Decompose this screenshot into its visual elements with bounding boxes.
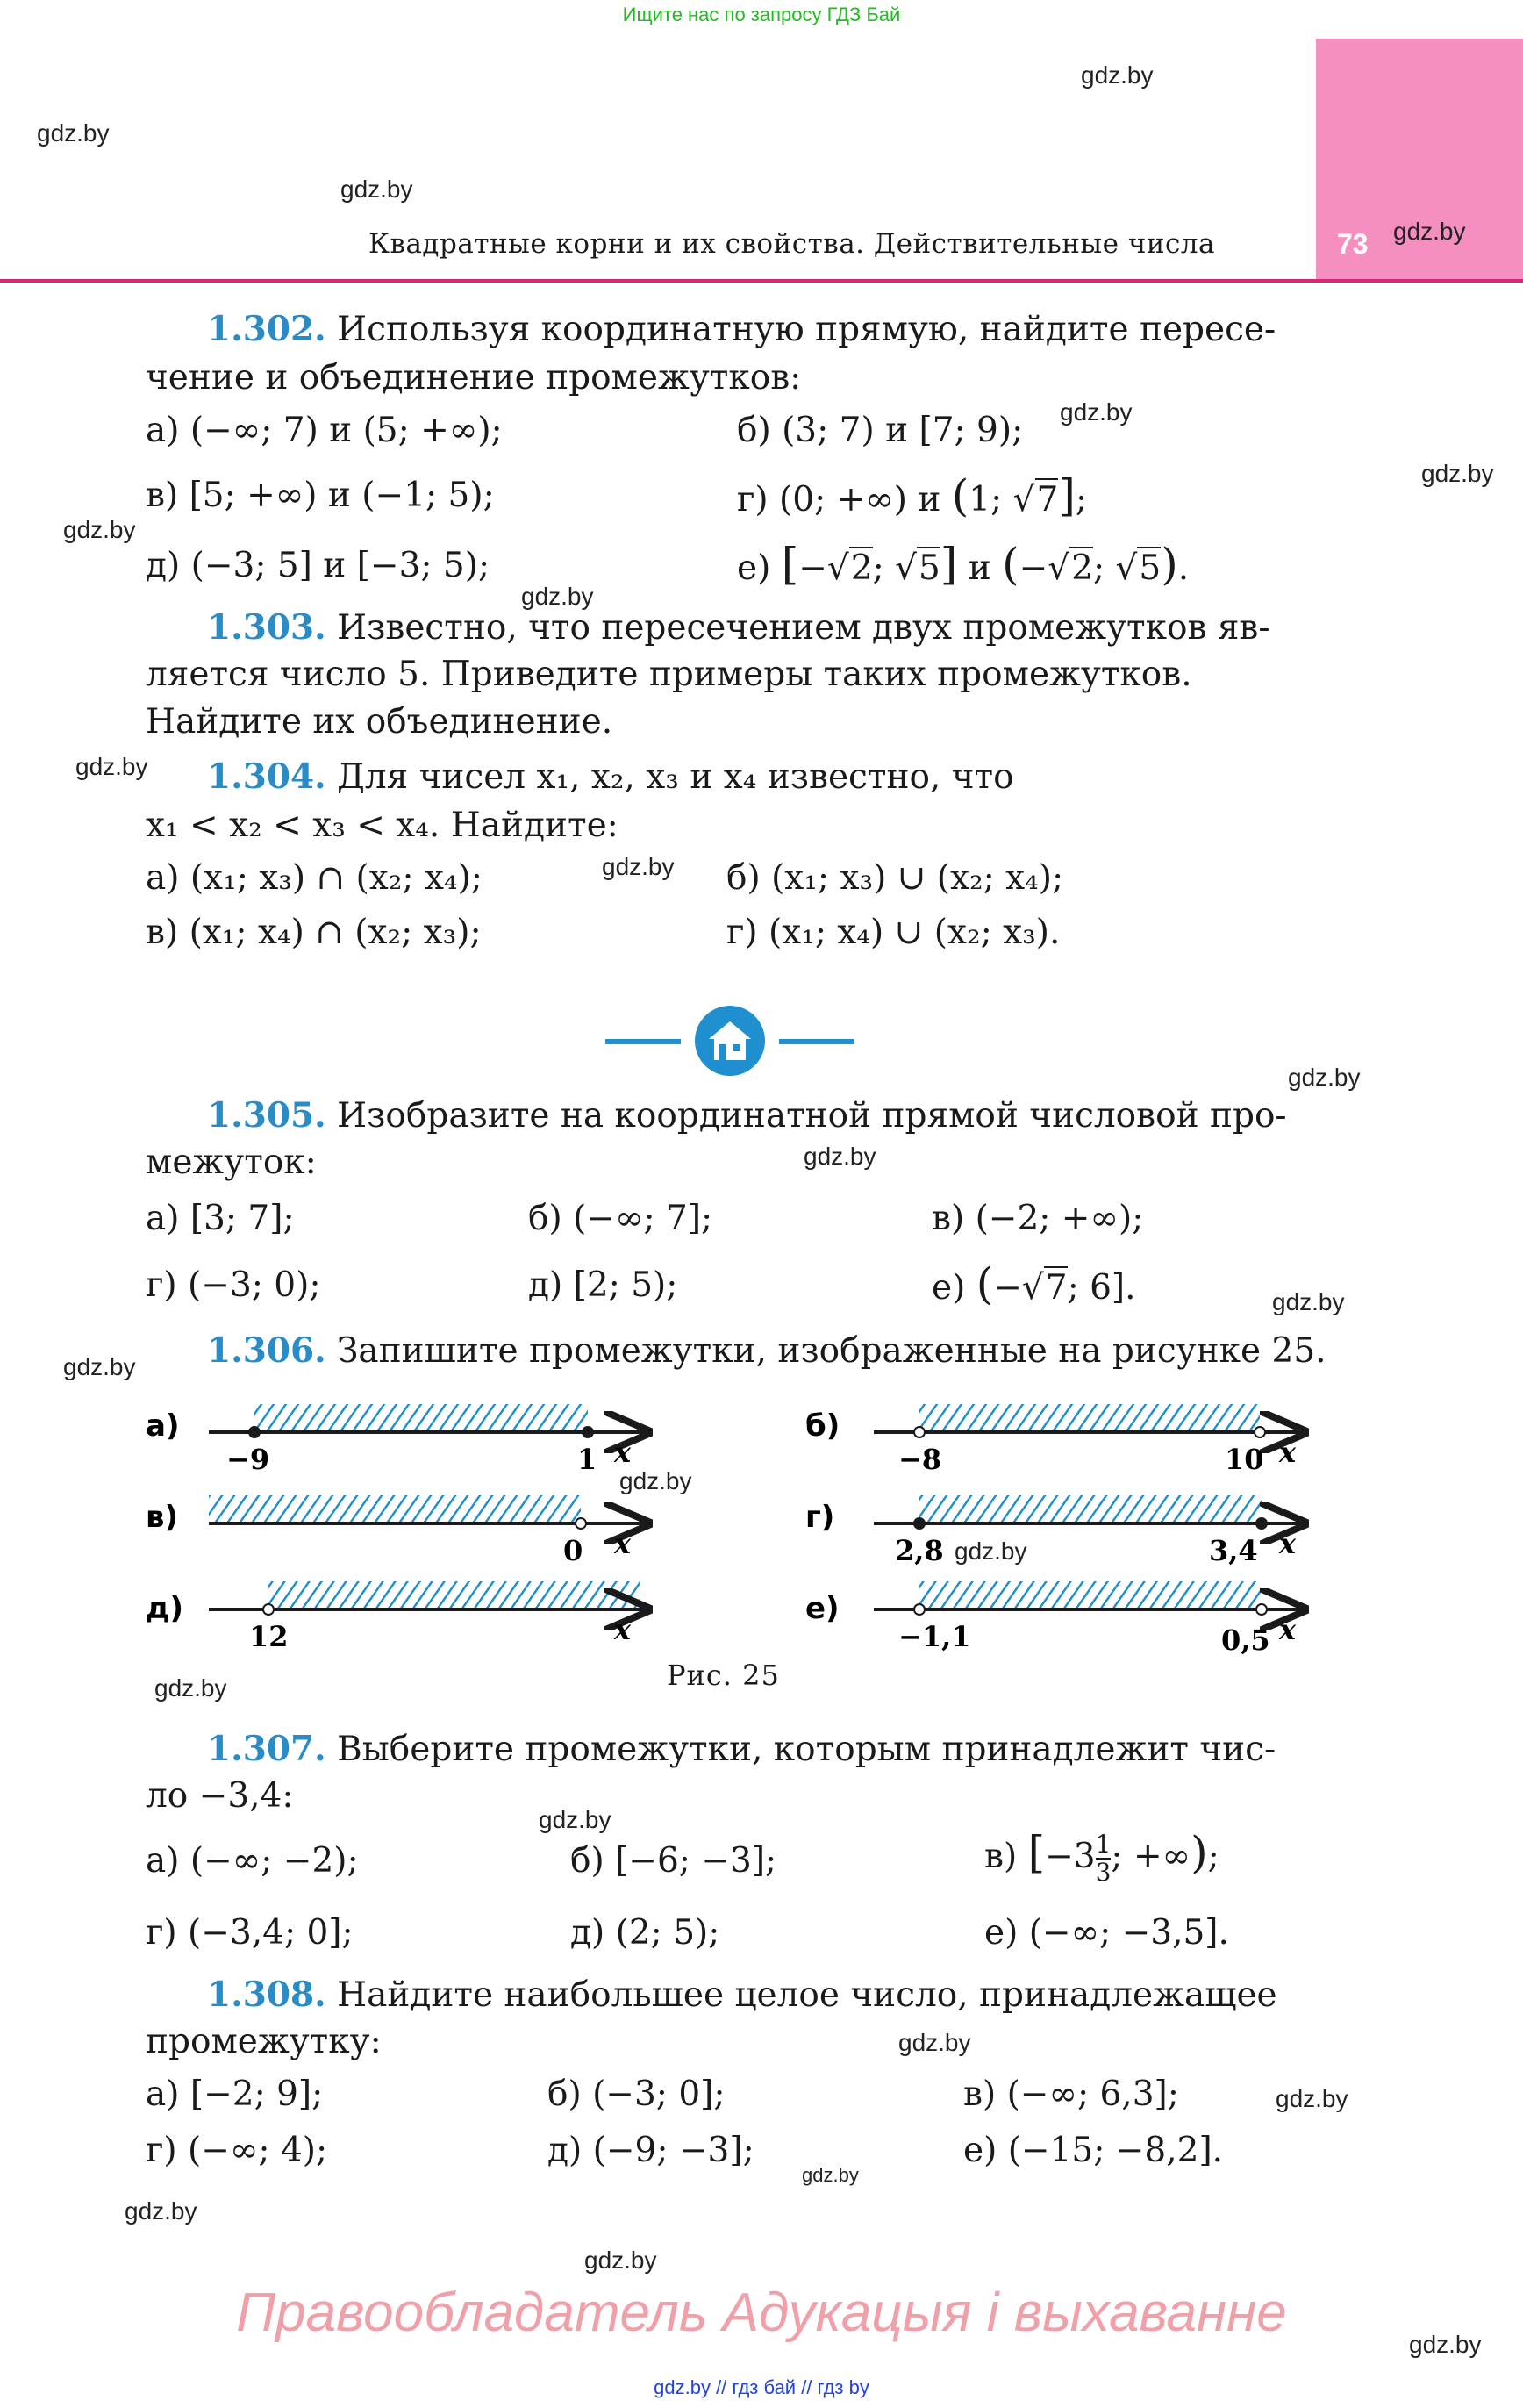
fig-a-left: −9 — [226, 1443, 270, 1476]
watermark: gdz.by — [955, 1537, 1027, 1565]
problem-number: 1.304. — [207, 756, 326, 797]
problem-304-a: а) (x₁; x₃) ∩ (x₂; x₄); — [146, 858, 483, 898]
problem-304-b: б) (x₁; x₃) ∪ (x₂; x₄); — [726, 858, 1064, 898]
problem-303-line3: Найдите их объединение. — [146, 702, 613, 742]
problem-302-v: в) [5; +∞) и (−1; 5); — [146, 476, 495, 515]
problem-304-line2: x₁ < x₂ < x₃ < x₄. Найдите: — [146, 806, 618, 845]
fig-g — [805, 1495, 1302, 1567]
fig-g-right: 3,4 — [1209, 1534, 1258, 1567]
problem-308-v: в) (−∞; 6,3]; — [963, 2075, 1179, 2114]
problem-307-g: г) (−3,4; 0]; — [146, 1913, 354, 1953]
problem-302-a: а) (−∞; 7) и (5; +∞); — [146, 411, 503, 450]
problem-number: 1.306. — [207, 1330, 326, 1371]
watermark: gdz.by — [1393, 218, 1466, 245]
problem-307-d: д) (2; 5); — [570, 1913, 720, 1953]
problem-302-e: е) [−√2; √5] и (−√2; √5). — [737, 539, 1190, 590]
problem-307-v: в) [−3 $\frac{1}{3}$ ; +∞); — [984, 1827, 1219, 1887]
problem-308-line2: промежутку: — [146, 2022, 382, 2061]
problem-number: 1.302. — [207, 309, 326, 349]
fig-d-left: 12 — [249, 1620, 289, 1653]
watermark: gdz.by — [1081, 61, 1154, 89]
watermark: gdz.by — [37, 119, 110, 147]
problem-305-a: а) [3; 7]; — [146, 1199, 295, 1238]
figure-caption: Рис. 25 — [667, 1659, 780, 1692]
watermark: gdz.by — [804, 1143, 876, 1170]
problem-305-line1: 1.305. Изобразите на координатной прямой числовой про- — [207, 1095, 1287, 1136]
watermark: gdz.by — [125, 2197, 197, 2225]
watermark: gdz.by — [1409, 2331, 1482, 2358]
watermark: gdz.by — [340, 176, 413, 203]
problem-308-e: е) (−15; −8,2]. — [963, 2131, 1224, 2170]
problem-304-g: г) (x₁; x₄) ∪ (x₂; x₃). — [726, 913, 1061, 952]
home-icon — [695, 1006, 765, 1076]
fig-d-axis: x — [614, 1613, 632, 1646]
problem-304-v: в) (x₁; x₄) ∩ (x₂; x₃); — [146, 913, 482, 952]
fig-b — [805, 1404, 1302, 1476]
bottom-links[interactable]: gdz.by // гдз бай // гдз by — [654, 2376, 869, 2398]
fig-a-right: 1 — [577, 1443, 597, 1476]
svg-text:б): б) — [805, 1408, 840, 1444]
problem-306-line1: 1.306. Запишите промежутки, изображенные на рисунке 25. — [207, 1330, 1326, 1371]
problem-305-e: е) (−√7; 6]. — [932, 1258, 1136, 1309]
fig-e-axis: x — [1279, 1613, 1297, 1646]
fig-b-axis: x — [1279, 1436, 1297, 1469]
watermark: gdz.by — [802, 2164, 859, 2186]
problem-305-d: д) [2; 5); — [528, 1265, 678, 1305]
problem-308-a: а) [−2; 9]; — [146, 2075, 324, 2114]
page-number: 73 — [1337, 228, 1369, 260]
problem-number: 1.308. — [207, 1974, 326, 2015]
problem-303-line2: ляется число 5. Приведите примеры таких промежутков. — [146, 655, 1192, 694]
problem-307-line2: ло −3,4: — [146, 1776, 294, 1816]
problem-302-g: г) (0; +∞) и (1; √7]; — [737, 470, 1087, 521]
watermark: gdz.by — [521, 583, 594, 610]
problem-number: 1.305. — [207, 1095, 326, 1136]
rights-watermark: Правообладатель Адукацыя і выхаванне — [236, 2283, 1287, 2343]
watermark: gdz.by — [63, 516, 136, 543]
problem-302-d: д) (−3; 5] и [−3; 5); — [146, 546, 490, 585]
fig-d — [146, 1581, 646, 1653]
watermark: gdz.by — [1288, 1064, 1361, 1091]
problem-303-line1: 1.303. Известно, что пересечением двух промежутков яв- — [207, 607, 1270, 648]
divider-right — [779, 1039, 854, 1044]
problem-302-line1: 1.302. Используя координатную прямую, найдите пересе- — [207, 309, 1276, 349]
watermark: gdz.by — [1272, 1288, 1345, 1315]
problem-number: 1.303. — [207, 607, 326, 648]
fig-b-right: 10 — [1225, 1443, 1264, 1476]
promo-banner[interactable]: Ищите нас по запросу ГДЗ Бай — [622, 4, 901, 25]
problem-307-b: б) [−6; −3]; — [570, 1841, 777, 1881]
problem-308-line1: 1.308. Найдите наибольшее целое число, принадлежащее — [207, 1974, 1277, 2015]
watermark: gdz.by — [75, 753, 148, 780]
fig-e-left: −1,1 — [898, 1620, 971, 1653]
fig-g-left: 2,8 — [895, 1534, 944, 1567]
watermark: gdz.by — [584, 2247, 657, 2274]
problem-305-line2: межуток: — [146, 1143, 317, 1182]
svg-text:а): а) — [146, 1408, 180, 1444]
problem-305-b: б) (−∞; 7]; — [528, 1199, 713, 1238]
problem-305-v: в) (−2; +∞); — [932, 1199, 1144, 1238]
watermark: gdz.by — [1060, 398, 1133, 426]
fig-a — [146, 1404, 646, 1476]
problem-308-g: г) (−∞; 4); — [146, 2131, 328, 2170]
fig-v — [146, 1495, 646, 1567]
problem-307-line1: 1.307. Выберите промежутки, которым принадлежит чис- — [207, 1729, 1276, 1769]
problem-307-a: а) (−∞; −2); — [146, 1841, 359, 1881]
watermark: gdz.by — [1276, 2085, 1348, 2112]
running-title: Квадратные корни и их свойства. Действительные числа — [368, 228, 1216, 260]
problem-307-e: е) (−∞; −3,5]. — [984, 1913, 1229, 1953]
watermark: gdz.by — [602, 853, 675, 880]
svg-text:е): е) — [805, 1591, 840, 1626]
watermark: gdz.by — [1421, 460, 1494, 487]
fig-v-right: 0 — [563, 1534, 583, 1567]
watermark: gdz.by — [539, 1806, 611, 1833]
divider-left — [605, 1039, 681, 1044]
watermark: gdz.by — [619, 1467, 692, 1494]
problem-308-d: д) (−9; −3]; — [547, 2131, 754, 2170]
svg-text:д): д) — [146, 1591, 183, 1626]
fig-e-right: 0,5 — [1221, 1623, 1270, 1657]
watermark: gdz.by — [154, 1674, 227, 1702]
figure-25 — [0, 1387, 1523, 1676]
problem-number: 1.307. — [207, 1729, 326, 1769]
problem-305-g: г) (−3; 0); — [146, 1265, 321, 1305]
fig-v-axis: x — [614, 1527, 632, 1560]
problem-302-b: б) (3; 7) и [7; 9); — [737, 411, 1024, 450]
problem-308-b: б) (−3; 0]; — [547, 2075, 726, 2114]
problem-302-line2: чение и объединение промежутков: — [146, 358, 802, 398]
fig-b-left: −8 — [898, 1443, 942, 1476]
fig-g-axis: x — [1279, 1527, 1297, 1560]
fig-a-axis: x — [614, 1436, 632, 1469]
header-divider — [0, 279, 1523, 283]
watermark: gdz.by — [63, 1353, 136, 1380]
watermark: gdz.by — [898, 2029, 971, 2056]
svg-text:в): в) — [146, 1500, 179, 1535]
problem-304-line1: 1.304. Для чисел x₁, x₂, x₃ и x₄ известно, что — [207, 756, 1014, 797]
fig-e — [805, 1581, 1302, 1657]
svg-text:г): г) — [805, 1500, 835, 1535]
